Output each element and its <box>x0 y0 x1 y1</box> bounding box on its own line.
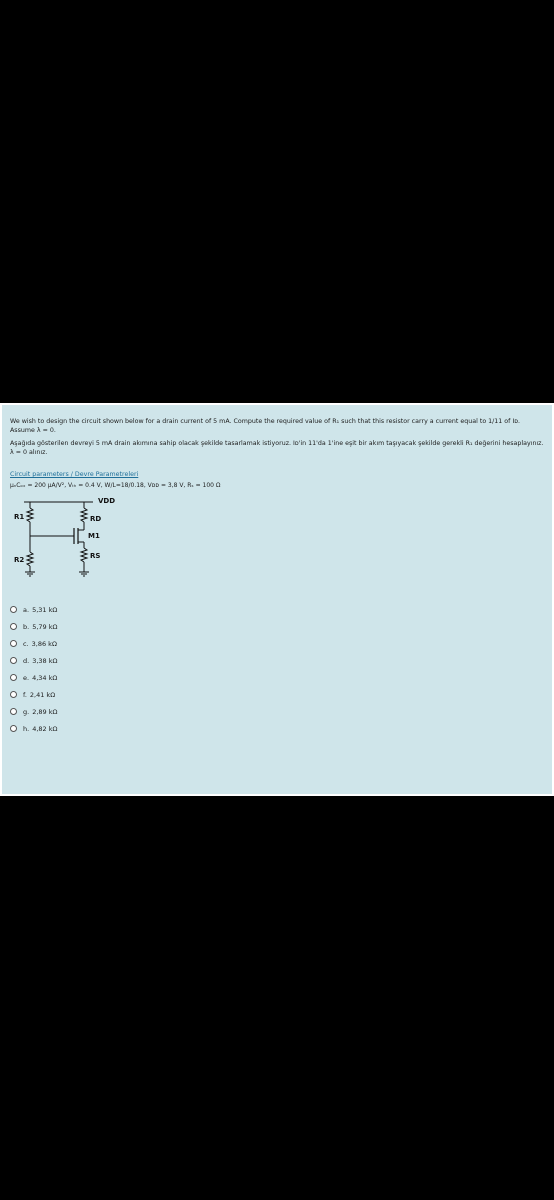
answer-value: 3,38 kΩ <box>32 656 58 665</box>
radio-button-icon[interactable] <box>10 657 17 664</box>
answer-value: 4,34 kΩ <box>32 673 58 682</box>
answer-letter: g. <box>23 707 30 716</box>
circuit-diagram <box>10 492 120 587</box>
radio-button-icon[interactable] <box>10 708 17 715</box>
question-card <box>2 405 552 794</box>
answer-option[interactable] <box>10 703 544 720</box>
answer-option[interactable] <box>10 669 544 686</box>
answer-value: 3,86 kΩ <box>31 639 57 648</box>
answer-option[interactable] <box>10 652 544 669</box>
radio-button-icon[interactable] <box>10 725 17 732</box>
answer-value: 4,82 kΩ <box>32 724 58 733</box>
radio-button-icon[interactable] <box>10 691 17 698</box>
circuit-parameters-text: μₙCₒₓ = 200 μA/V², Vₜₕ = 0.4 V, W/L=18/0.18, Vᴅᴅ = 3,8 V, Rₛ = 100 Ω <box>10 482 221 489</box>
answer-letter: b. <box>23 622 30 631</box>
answer-value: 2,89 kΩ <box>32 707 58 716</box>
answer-letter: f. <box>23 690 27 699</box>
question-text-turkish: Aşağıda gösterilen devreyi 5 mA drain akımına sahip olacak şekilde tasarlamak istiyoruz. Iᴅ'in 11'da 1'ine eşit bir akım taşıyacak şekilde gerekli R₁ değerini hesaplayınız. λ = 0 alınız. <box>10 440 544 456</box>
question-text-english: We wish to design the circuit shown below for a drain current of 5 mA. Compute the required value of R₁ such that this resistor carry a current equal to 1/11 of Iᴅ. Assume λ = 0. <box>10 418 521 434</box>
answer-option[interactable] <box>10 618 544 635</box>
circuit-parameters-link[interactable]: Circuit parameters / Devre Parametreleri <box>10 471 139 478</box>
answer-letter: a. <box>23 605 30 614</box>
m1-label: M1 <box>88 532 100 540</box>
radio-button-icon[interactable] <box>10 674 17 681</box>
answer-letter: d. <box>23 656 30 665</box>
r1-label: R1 <box>14 513 25 521</box>
vdd-label: VDD <box>98 497 116 505</box>
answer-option[interactable] <box>10 601 544 618</box>
answer-options <box>10 601 544 737</box>
answer-letter: h. <box>23 724 30 733</box>
answer-option[interactable] <box>10 720 544 737</box>
radio-button-icon[interactable] <box>10 623 17 630</box>
answer-value: 2,41 kΩ <box>29 690 56 699</box>
rd-label: RD <box>90 515 102 523</box>
r2-label: R2 <box>14 556 25 564</box>
radio-button-icon[interactable] <box>10 606 17 613</box>
answer-option[interactable] <box>10 635 544 652</box>
radio-button-icon[interactable] <box>10 640 17 647</box>
rs-label: RS <box>90 552 101 560</box>
answer-value: 5,31 kΩ <box>32 605 58 614</box>
answer-letter: c. <box>23 639 29 648</box>
answer-letter: e. <box>23 673 30 682</box>
answer-option[interactable] <box>10 686 544 703</box>
answer-value: 5,79 kΩ <box>32 622 58 631</box>
